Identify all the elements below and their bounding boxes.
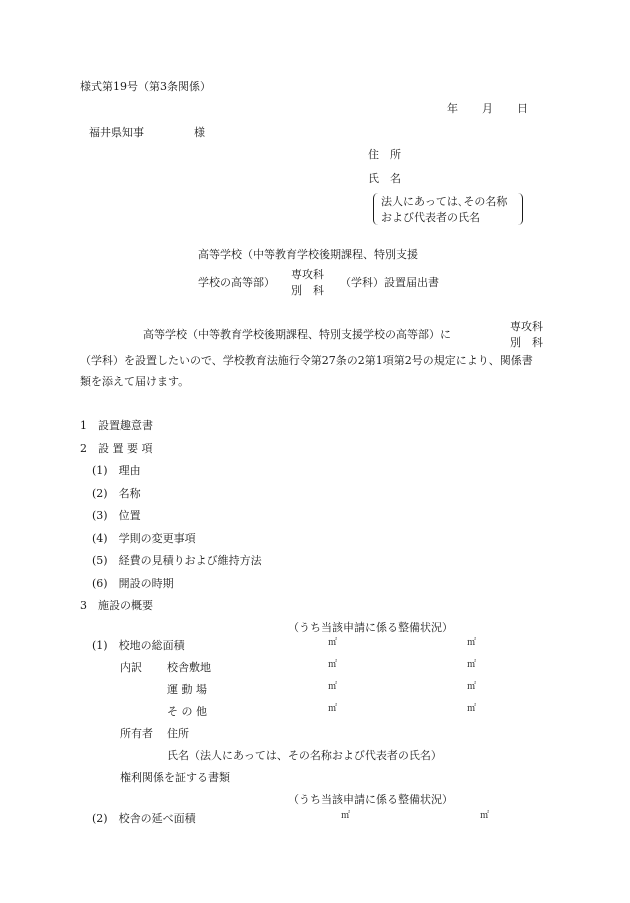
section-1: 1 設置趣意書 [80,419,153,432]
section-2: 2 設 置 要 項 [80,442,153,455]
s2-item: (6) 開設の時期 [92,577,174,590]
title-suffix: （学科）設置届出書 [340,276,439,289]
unit: ㎡ [328,638,338,648]
unit: ㎡ [328,704,338,714]
title-line1: 高等学校（中等教育学校後期課程、特別支援 [198,248,418,261]
related-note: （うち当該申請に係る整備状況） [288,621,453,634]
site-total-label: (1) 校地の総面積 [92,639,185,652]
other-label: そ の 他 [167,705,207,718]
body-line1: 高等学校（中等教育学校後期課程、特別支援学校の高等部）に [143,328,451,341]
unit: ㎡ [480,811,490,821]
unit: ㎡ [328,682,338,692]
date-year: 年 [447,102,458,115]
section-3: 3 施設の概要 [80,599,153,612]
s2-item: (4) 学則の変更事項 [92,532,196,545]
s2-item: (3) 位置 [92,509,141,522]
addressee-governor: 福井県知事 [89,126,144,139]
unit: ㎡ [467,682,477,692]
school-site-label: 校舎敷地 [167,661,211,674]
sports-field-label: 運 動 場 [167,683,207,696]
corporate-note-line2: および代表者の氏名 [381,211,480,224]
title-option-top: 専攻科 [291,268,324,281]
owner-name-label: 氏名（法人にあっては、その名称および代表者の氏名） [167,749,442,762]
title-option-bottom: 別 科 [291,284,324,297]
related-note: （うち当該申請に係る整備状況） [288,793,453,806]
body-option-bottom: 別 科 [510,336,543,349]
date-day: 日 [517,102,528,115]
unit: ㎡ [467,638,477,648]
address-label: 住 所 [368,148,401,161]
unit: ㎡ [341,811,351,821]
body-line3: 類を添えて届けます。 [80,375,190,388]
s2-item: (2) 名称 [92,487,141,500]
rights-docs-label: 権利関係を証する書類 [120,771,230,784]
unit: ㎡ [328,660,338,670]
breakdown-label: 内訳 [120,661,142,674]
body-line2: （学科）を設置したいので、学校教育法施行令第27条の2第1項第2号の規定により、関係書 [80,354,533,367]
building-area-label: (2) 校舎の延べ面積 [92,812,196,825]
owner-address-label: 住所 [167,727,189,740]
unit: ㎡ [467,704,477,714]
unit: ㎡ [467,660,477,670]
title-line2: 学校の高等部） [198,276,275,289]
addressee-honorific: 様 [194,126,205,139]
corporate-note-line1: 法人にあっては､その名称 [381,195,508,208]
date-month: 月 [482,102,493,115]
s2-item: (1) 理由 [92,464,141,477]
owner-label: 所有者 [120,727,153,740]
body-option-top: 専攻科 [510,320,543,333]
form-number: 様式第19号（第3条関係） [80,80,211,93]
s2-item: (5) 経費の見積りおよび維持方法 [92,554,262,567]
name-label: 氏 名 [368,172,401,185]
